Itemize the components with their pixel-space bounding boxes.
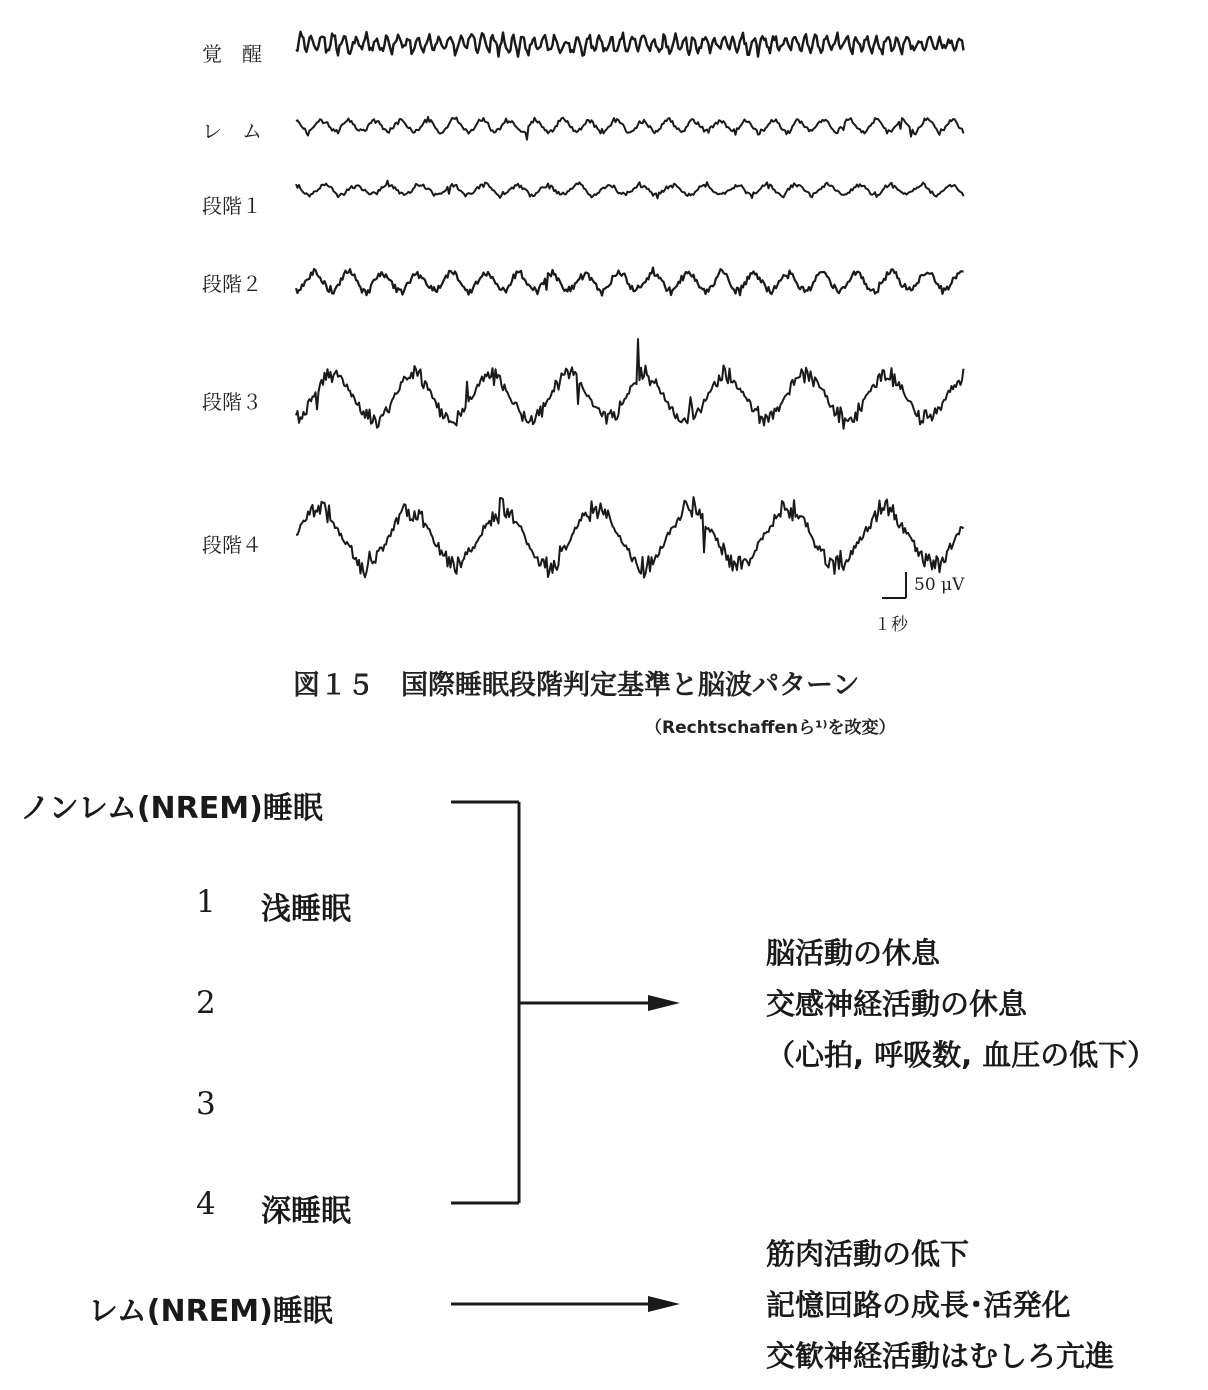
eeg-trace-stage4: [296, 497, 964, 577]
stage-4-text: 深睡眠: [261, 1194, 351, 1229]
scale-bar: [882, 572, 906, 598]
eeg-trace-wake: [296, 32, 964, 57]
nrem-bracket: [451, 802, 650, 1203]
eeg-trace-stage3: [296, 339, 964, 429]
figure-subtitle: （Rechtschaffenら¹⁾を改変）: [645, 718, 896, 738]
eeg-traces: [0, 0, 1208, 640]
trace-label-stage2: 段階２: [202, 272, 262, 296]
rem-effect-1: 筋肉活動の低下: [766, 1237, 970, 1271]
eeg-trace-rem: [296, 117, 964, 140]
rem-label: レム(NREM)睡眠: [88, 1294, 333, 1329]
trace-label-stage1: 段階１: [202, 194, 262, 218]
nrem-label: ノンレム(NREM)睡眠: [20, 791, 323, 826]
rem-effect-3: 交歓神経活動はむしろ亢進: [766, 1339, 1115, 1373]
scale-voltage-label: 50 μV: [914, 575, 965, 595]
stage-3-number: 3: [196, 1086, 216, 1122]
stage-1-text: 浅睡眠: [261, 892, 351, 927]
trace-label-wake: 覚 醒: [202, 42, 262, 66]
nrem-effect-1: 脳活動の休息: [766, 936, 941, 970]
nrem-effect-2: 交感神経活動の休息: [766, 987, 1028, 1021]
stage-4-number: 4: [196, 1186, 216, 1222]
eeg-trace-stage2: [296, 268, 964, 296]
trace-label-stage4: 段階４: [202, 533, 262, 557]
nrem-arrowhead: [648, 995, 680, 1011]
scale-time-label: １秒: [874, 615, 908, 635]
stage-1-number: 1: [196, 884, 216, 920]
figure-title: 図１５ 国際睡眠段階判定基準と脳波パターン: [293, 670, 860, 701]
eeg-trace-stage1: [296, 181, 964, 199]
rem-arrowhead: [648, 1296, 680, 1312]
stage-2-number: 2: [196, 985, 216, 1021]
trace-label-stage3: 段階３: [202, 390, 262, 414]
nrem-effects: [766, 928, 1156, 1081]
rem-effect-2: 記憶回路の成長･活発化: [766, 1288, 1071, 1322]
rem-effects: [766, 1229, 1114, 1382]
trace-label-rem: レ ム: [202, 119, 262, 143]
nrem-effect-3: （心拍, 呼吸数, 血圧の低下）: [766, 1038, 1157, 1072]
